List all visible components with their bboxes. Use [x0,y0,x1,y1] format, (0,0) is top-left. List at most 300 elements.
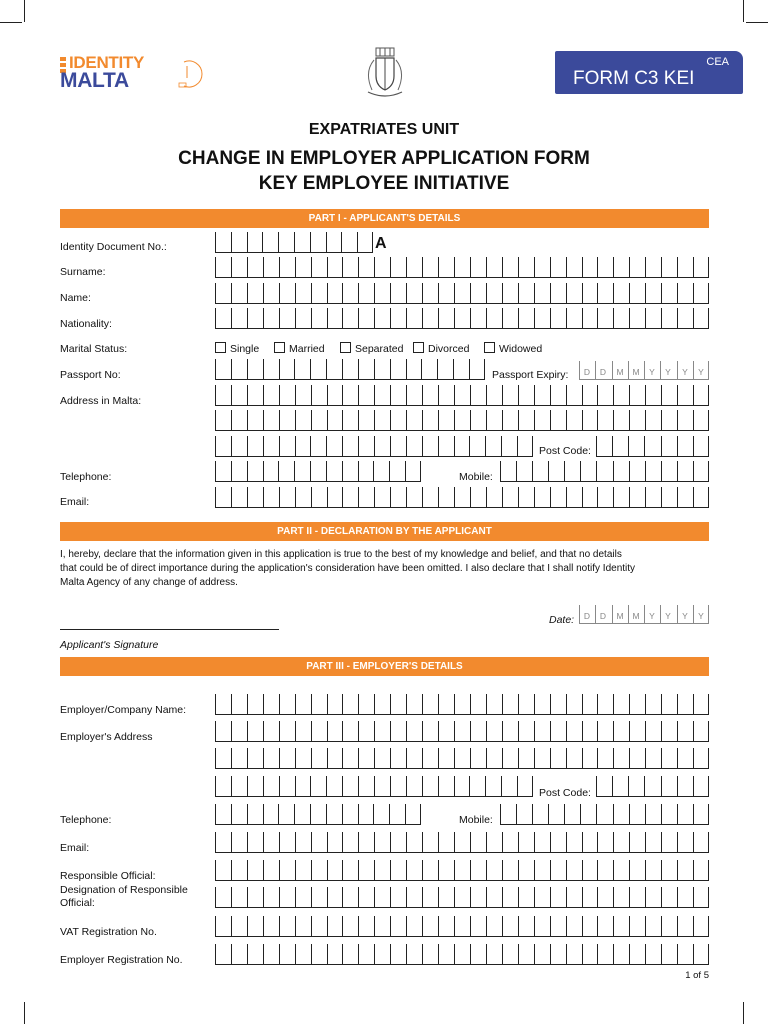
box-divider [294,359,295,379]
date-placeholder-letter: D [599,367,607,377]
box-divider [580,461,581,481]
box-divider [247,776,248,796]
box-divider [454,436,455,456]
box-divider [406,694,407,714]
box-divider [708,436,709,456]
checkbox-icon[interactable] [274,342,285,353]
passport-label: Passport No: [60,369,121,381]
box-divider [438,944,439,964]
box-divider [677,944,678,964]
box-divider [629,694,630,714]
box-divider [310,461,311,481]
box-divider [422,410,423,430]
box-divider [661,776,662,796]
box-divider [358,944,359,964]
box-divider [708,721,709,741]
box-divider [470,916,471,936]
box-divider [215,308,216,328]
checkbox-icon[interactable] [413,342,424,353]
box-divider [327,410,328,430]
box-divider [231,748,232,768]
employer-email-label: Email: [60,842,90,854]
box-divider [295,694,296,714]
box-divider [645,721,646,741]
checkbox-icon[interactable] [484,342,495,353]
box-divider [422,308,423,328]
postcode-input[interactable] [596,436,709,457]
box-divider [486,887,487,907]
box-divider [470,385,471,405]
mobile-label: Mobile: [459,471,493,483]
box-divider [247,694,248,714]
employer-address-line1-input[interactable] [215,721,709,742]
box-divider [215,257,216,277]
box-divider [661,887,662,907]
box-divider [613,748,614,768]
box-divider [358,804,359,824]
designation-label: Designation of Responsible Official: [60,884,188,909]
box-divider [485,776,486,796]
employer-mobile-input[interactable] [500,804,709,825]
box-divider [279,385,280,405]
box-divider [677,748,678,768]
box-divider [374,410,375,430]
box-divider [534,385,535,405]
box-divider [247,461,248,481]
box-divider [661,257,662,277]
box-divider [534,887,535,907]
crop-mark [0,22,22,23]
nationality-input[interactable] [215,308,709,329]
box-divider [629,410,630,430]
employer-registration-label: Employer Registration No. [60,954,183,966]
box-divider [644,776,645,796]
box-divider [502,283,503,303]
box-divider [534,860,535,880]
marital-divorced-option[interactable]: Divorced [413,342,469,355]
employer-address-line3-input[interactable] [215,776,533,797]
box-divider [486,410,487,430]
box-divider [373,804,374,824]
malta-coat-of-arms-icon [362,46,408,100]
address-line1-input[interactable] [215,385,709,406]
box-divider [263,461,264,481]
company-name-label: Employer/Company Name: [60,704,187,716]
box-divider [532,804,533,824]
box-divider [295,283,296,303]
box-divider [263,308,264,328]
box-divider [645,944,646,964]
box-divider [295,748,296,768]
box-divider [693,748,694,768]
logo-mark-icon [174,56,214,92]
box-divider [661,748,662,768]
box-divider [311,487,312,507]
date-placeholder-letter: M [616,367,624,377]
box-divider [247,283,248,303]
box-divider [613,832,614,852]
box-divider [454,487,455,507]
date-placeholder-letter: Y [698,367,704,377]
box-divider [708,776,709,796]
box-divider [294,461,295,481]
box-divider [486,860,487,880]
responsible-official-input[interactable] [215,860,709,881]
box-divider [311,748,312,768]
box-divider [374,748,375,768]
box-divider [550,257,551,277]
box-divider [486,694,487,714]
box-divider [374,257,375,277]
box-divider [342,860,343,880]
box-divider [374,436,375,456]
employer-telephone-label: Telephone: [60,814,112,826]
box-divider [500,461,501,481]
box-divider [311,944,312,964]
box-divider [247,748,248,768]
box-divider [358,776,359,796]
box-divider [342,283,343,303]
employer-registration-input[interactable] [215,944,709,965]
box-divider [645,257,646,277]
box-divider [628,436,629,456]
box-divider [231,721,232,741]
box-divider [374,359,375,379]
postcode-label: Post Code: [539,445,591,457]
box-divider [342,694,343,714]
declaration-date-label: Date: [549,614,575,626]
box-divider [502,410,503,430]
box-divider [310,359,311,379]
box-divider [566,944,567,964]
declaration-date-input[interactable] [579,605,709,624]
box-divider [518,832,519,852]
box-divider [422,832,423,852]
box-divider [708,283,709,303]
box-divider [279,283,280,303]
box-divider [311,308,312,328]
box-divider [327,832,328,852]
box-divider [454,832,455,852]
box-divider [486,721,487,741]
employer-postcode-input[interactable] [596,776,709,797]
box-divider [390,860,391,880]
box-divider [326,776,327,796]
box-divider [358,461,359,481]
box-divider [596,436,597,456]
box-divider [406,860,407,880]
telephone-label: Telephone: [60,471,112,483]
date-placeholder-letter: D [583,367,591,377]
box-divider [438,776,439,796]
box-divider [582,860,583,880]
box-divider [454,748,455,768]
box-divider [566,410,567,430]
box-divider [582,916,583,936]
box-divider [693,860,694,880]
box-divider [629,804,630,824]
box-divider [295,832,296,852]
checkbox-icon[interactable] [215,342,226,353]
box-divider [645,283,646,303]
box-divider [470,283,471,303]
box-divider [566,748,567,768]
box-divider [708,385,709,405]
box-divider [215,359,216,379]
box-divider [295,776,296,796]
employer-postcode-label: Post Code: [539,787,591,799]
signature-line[interactable] [60,629,279,630]
box-divider [582,748,583,768]
box-divider [454,385,455,405]
box-divider [215,748,216,768]
part1-heading: PART I - APPLICANT'S DETAILS [60,209,709,228]
box-divider [677,257,678,277]
box-divider [486,487,487,507]
surname-input[interactable] [215,257,709,278]
box-divider [550,944,551,964]
box-divider [358,832,359,852]
box-divider [470,487,471,507]
box-divider [597,721,598,741]
box-divider [534,410,535,430]
box-divider [613,308,614,328]
box-divider [693,916,694,936]
box-divider [406,776,407,796]
box-divider [518,860,519,880]
name-label: Name: [60,292,91,304]
box-divider [629,308,630,328]
box-divider [613,487,614,507]
company-name-input[interactable] [215,694,709,715]
box-divider [231,887,232,907]
box-divider [247,359,248,379]
box-divider [390,916,391,936]
box-divider [327,748,328,768]
box-divider [438,721,439,741]
box-divider [342,257,343,277]
box-divider [534,721,535,741]
box-divider [374,860,375,880]
box-divider [326,804,327,824]
box-divider [470,694,471,714]
id-document-input[interactable] [215,232,373,253]
box-divider [708,832,709,852]
box-divider [534,283,535,303]
box-divider [454,257,455,277]
box-divider [597,916,598,936]
box-divider [263,887,264,907]
box-divider [454,776,455,796]
box-divider [294,232,295,252]
box-divider [358,694,359,714]
box-divider [500,804,501,824]
box-divider [708,887,709,907]
box-divider [311,860,312,880]
box-divider [327,694,328,714]
box-divider [597,257,598,277]
box-divider [295,410,296,430]
marital-single-option[interactable]: Single [215,342,259,355]
box-divider [566,487,567,507]
box-divider [279,776,280,796]
box-divider [231,694,232,714]
box-divider [596,804,597,824]
box-divider [550,860,551,880]
box-divider [518,257,519,277]
box-divider [566,916,567,936]
box-divider [358,721,359,741]
passport-expiry-date-input[interactable] [579,361,709,380]
box-divider [486,308,487,328]
box-divider [502,385,503,405]
box-divider [215,694,216,714]
employer-address-label: Employer's Address [60,731,153,743]
box-divider [422,721,423,741]
box-divider [661,487,662,507]
designation-input[interactable] [215,887,709,908]
nationality-label: Nationality: [60,318,112,330]
box-divider [597,694,598,714]
marital-married-option[interactable]: Married [274,342,325,355]
marital-separated-option[interactable]: Separated [340,342,403,355]
box-divider [406,944,407,964]
address-line2-input[interactable] [215,410,709,431]
box-divider [438,436,439,456]
passport-input[interactable] [215,359,485,380]
box-divider [279,944,280,964]
box-divider [262,232,263,252]
box-divider [613,804,614,824]
box-divider [661,916,662,936]
form-title: CHANGE IN EMPLOYER APPLICATION FORM [178,148,590,169]
box-divider [342,944,343,964]
box-divider [263,721,264,741]
telephone-input[interactable] [215,461,421,482]
box-divider [263,385,264,405]
box-divider [390,694,391,714]
box-divider [677,776,678,796]
box-divider [470,257,471,277]
employer-address-line2-input[interactable] [215,748,709,769]
box-divider [518,916,519,936]
box-divider [708,461,709,481]
box-divider [247,832,248,852]
box-divider [247,410,248,430]
box-divider [374,944,375,964]
box-divider [215,944,216,964]
box-divider [613,944,614,964]
address-line3-input[interactable] [215,436,533,457]
box-divider [279,887,280,907]
checkbox-icon[interactable] [340,342,351,353]
box-divider [420,461,421,481]
box-divider [406,721,407,741]
box-divider [596,776,597,796]
box-divider [247,487,248,507]
box-divider [582,308,583,328]
box-divider [566,832,567,852]
box-divider [438,385,439,405]
crop-mark [743,1002,744,1024]
box-divider [502,944,503,964]
mobile-input[interactable] [500,461,709,482]
box-divider [454,860,455,880]
box-divider [422,748,423,768]
box-divider [215,721,216,741]
box-divider [550,887,551,907]
box-divider [693,944,694,964]
box-divider [295,916,296,936]
box-divider [693,436,694,456]
box-divider [645,410,646,430]
date-placeholder-letter: Y [665,367,671,377]
box-divider [327,887,328,907]
box-divider [311,385,312,405]
box-divider [486,257,487,277]
box-divider [263,436,264,456]
box-divider [645,916,646,936]
box-divider [597,410,598,430]
box-divider [374,832,375,852]
box-divider [534,257,535,277]
vat-registration-input[interactable] [215,916,709,937]
box-divider [406,308,407,328]
box-divider [263,944,264,964]
box-divider [677,832,678,852]
box-divider [247,804,248,824]
box-divider [502,694,503,714]
email-input[interactable] [215,487,709,508]
box-divider [278,232,279,252]
name-input[interactable] [215,283,709,304]
box-divider [582,487,583,507]
box-divider [422,860,423,880]
box-divider [342,308,343,328]
box-divider [469,776,470,796]
box-divider [566,283,567,303]
box-divider [582,410,583,430]
box-divider [693,694,694,714]
marital-widowed-option[interactable]: Widowed [484,342,542,355]
box-divider [215,436,216,456]
box-divider [582,283,583,303]
box-divider [215,860,216,880]
box-divider [279,832,280,852]
box-divider [231,461,232,481]
box-divider [263,832,264,852]
box-divider [677,694,678,714]
box-divider [548,804,549,824]
box-divider [485,436,486,456]
box-divider [390,887,391,907]
box-divider [358,860,359,880]
box-divider [693,776,694,796]
box-divider [231,359,232,379]
box-divider [215,887,216,907]
employer-telephone-input[interactable] [215,804,421,825]
box-divider [295,436,296,456]
box-divider [311,887,312,907]
box-divider [358,887,359,907]
box-divider [629,944,630,964]
box-divider [358,436,359,456]
employer-email-input[interactable] [215,832,709,853]
box-divider [597,308,598,328]
box-divider [550,283,551,303]
box-divider [342,487,343,507]
box-divider [247,232,248,252]
